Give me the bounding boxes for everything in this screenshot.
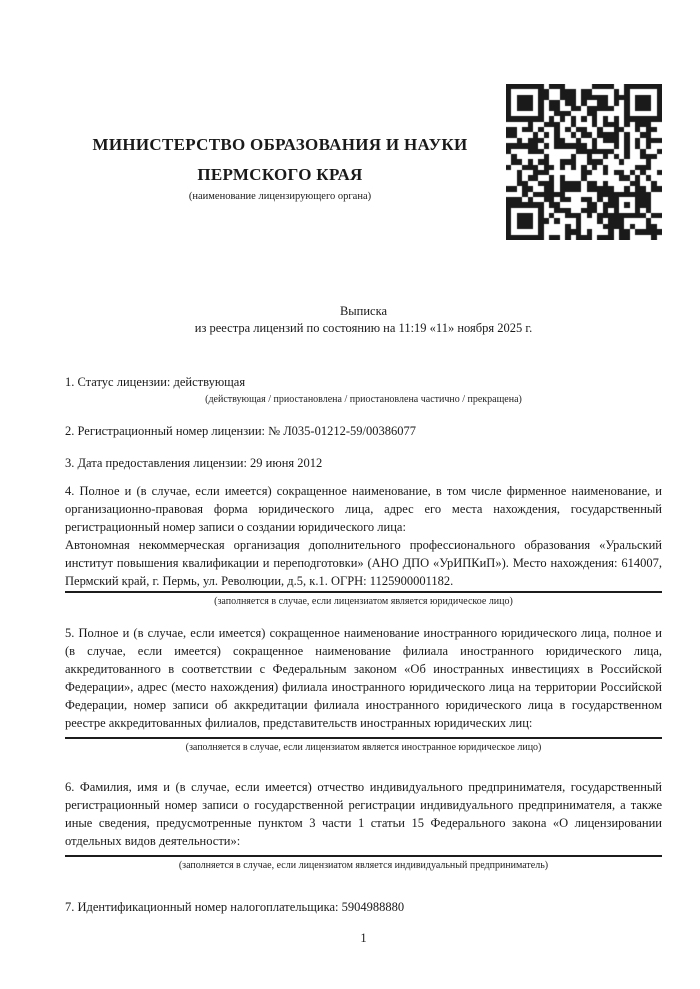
- document-title-block: [65, 303, 662, 337]
- foreign-entity-fill-line: [65, 737, 662, 739]
- field-entrepreneur-label: 6. Фамилия, имя и (в случае, если имеется) отчество индивидуального предпринимателя, государственный регистрационный номер записи о государственной регистрации индивидуального предпринимателя, а также иные сведения, предусмотренные пунктом 3 части 1 статьи 15 Федерального закона «О лицензировании отдельных видов деятельности»:: [65, 780, 662, 848]
- entrepreneur-fill-line: [65, 855, 662, 857]
- field-taxpayer-number: 7. Идентификационный номер налогоплательщика: 5904988880: [65, 900, 405, 914]
- org-name-line-2: ПЕРМСКОГО КРАЯ: [197, 165, 363, 184]
- field-legal-entity-label: 4. Полное и (в случае, если имеется) сокращенное наименование, в том числе фирменное наименование, и организационно-правовая форма юридического лица, адрес его места нахождения, государственный регистрационный номер записи о создании юридического лица:: [65, 484, 662, 534]
- field-registration-number: 2. Регистрационный номер лицензии: № Л035-01212-59/00386077: [65, 424, 416, 438]
- legal-entity-fill-line: [65, 591, 662, 593]
- field-grant-date: 3. Дата предоставления лицензии: 29 июня 2012: [65, 456, 323, 470]
- licensing-authority-caption: (наименование лицензирующего органа): [188, 191, 372, 202]
- entrepreneur-caption: (заполняется в случае, если лицензиатом является индивидуальный предприниматель): [178, 860, 549, 871]
- status-options-caption: (действующая / приостановлена / приостановлена частично / прекращена): [205, 394, 522, 405]
- field-license-status: 1. Статус лицензии: действующая: [65, 375, 246, 389]
- document-title: Выписка: [339, 304, 388, 318]
- ministry-header: [65, 0, 495, 204]
- org-name-line-1: МИНИСТЕРСТВО ОБРАЗОВАНИЯ И НАУКИ: [92, 135, 468, 154]
- qr-code: [506, 84, 662, 240]
- field-foreign-entity-label: 5. Полное и (в случае, если имеется) сокращенное наименование иностранного юридического лица, полное и (в случае, если имеется) сокращенное наименование филиала иностранного юридического лица, аккредитованного в соответствии с Федеральным законом «Об иностранных инвестициях в Российской Федерации», адрес (место нахождения) филиала иностранного юридического лица на территории Российской Федерации, номер записи об аккредитации филиала иностранного юридического лица в государственном реестре аккредитованных филиалов, представительств иностранных юридических лиц:: [65, 626, 662, 730]
- document-subtitle: из реестра лицензий по состоянию на 11:19 «11» ноября 2025 г.: [194, 321, 533, 335]
- document-body: [65, 303, 662, 946]
- foreign-entity-caption: (заполняется в случае, если лицензиатом является иностранное юридическое лицо): [185, 742, 542, 753]
- legal-entity-caption: (заполняется в случае, если лицензиатом является юридическое лицо): [214, 596, 513, 607]
- field-legal-entity-value: Автономная некоммерческая организация дополнительного профессионального образования «Уральский институт повышения квалификации и переподготовки» (АНО ДПО «УрИПКиП»). Место нахождения: 614007, Пермский край, г. Пермь, ул. Революции, д.5, к.1. ОГРН: 1125900001182.: [65, 538, 662, 588]
- page-number: 1: [360, 931, 367, 945]
